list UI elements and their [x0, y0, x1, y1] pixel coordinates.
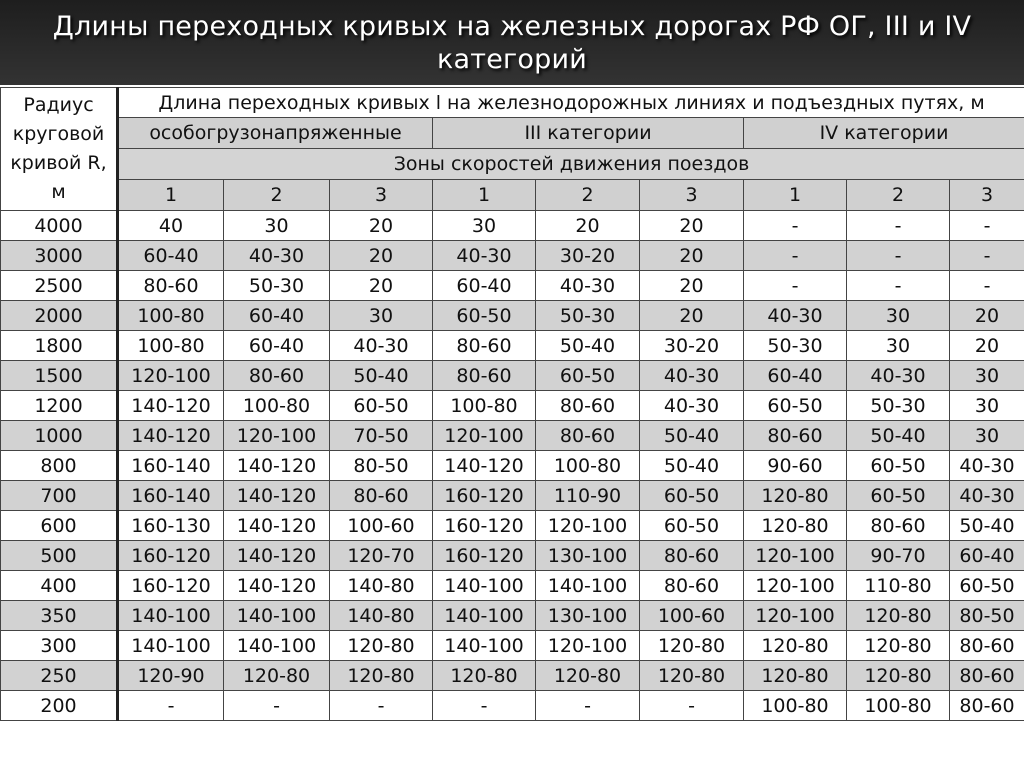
length-cell: 140-120 [224, 481, 330, 511]
length-cell: 120-80 [330, 661, 433, 691]
length-cell: 80-60 [950, 631, 1024, 661]
length-cell: 140-100 [536, 571, 640, 601]
length-cell: 80-50 [950, 601, 1024, 631]
length-cell: 140-120 [118, 421, 224, 451]
length-cell: 130-100 [536, 541, 640, 571]
length-cell: 80-60 [847, 511, 950, 541]
length-cell: 160-120 [433, 511, 536, 541]
length-cell: 20 [330, 271, 433, 301]
radius-cell: 1500 [1, 361, 118, 391]
length-cell: 20 [640, 211, 744, 241]
length-cell: 140-100 [433, 601, 536, 631]
length-cell: 120-100 [536, 631, 640, 661]
length-cell: 60-40 [118, 241, 224, 271]
length-cell: 40-30 [640, 391, 744, 421]
length-cell: 80-60 [950, 661, 1024, 691]
length-cell: 40-30 [847, 361, 950, 391]
radius-cell: 800 [1, 451, 118, 481]
length-cell: 160-120 [118, 571, 224, 601]
length-cell: 20 [950, 331, 1024, 361]
zone-number: 1 [118, 180, 224, 211]
length-cell: 140-100 [433, 571, 536, 601]
length-cell: 120-80 [640, 661, 744, 691]
radius-cell: 1800 [1, 331, 118, 361]
table-row [1, 421, 1024, 451]
length-cell: 120-80 [744, 631, 847, 661]
length-cell: 160-140 [118, 481, 224, 511]
length-cell: 120-80 [847, 601, 950, 631]
length-cell: 70-50 [330, 421, 433, 451]
length-cell: 140-120 [224, 451, 330, 481]
length-cell: - [744, 271, 847, 301]
length-cell: 80-50 [330, 451, 433, 481]
table-row [1, 301, 1024, 331]
radius-cell: 1200 [1, 391, 118, 421]
length-cell: 100-80 [847, 691, 950, 721]
length-cell: 90-60 [744, 451, 847, 481]
length-cell: 120-80 [847, 631, 950, 661]
length-cell: 30 [847, 331, 950, 361]
length-cell: 50-40 [536, 331, 640, 361]
radius-cell: 2500 [1, 271, 118, 301]
length-cell: 20 [330, 241, 433, 271]
length-cell: 40-30 [640, 361, 744, 391]
length-cell: 120-100 [118, 361, 224, 391]
length-cell: 120-70 [330, 541, 433, 571]
length-cell: 140-100 [224, 601, 330, 631]
length-cell: 140-100 [224, 631, 330, 661]
length-cell: - [330, 691, 433, 721]
zone-number: 1 [433, 180, 536, 211]
radius-cell: 2000 [1, 301, 118, 331]
zone-number: 3 [950, 180, 1024, 211]
length-cell: 100-80 [118, 301, 224, 331]
table-row [1, 661, 1024, 691]
length-cell: 140-120 [224, 571, 330, 601]
length-cell: 80-60 [433, 361, 536, 391]
length-cell: 80-60 [950, 691, 1024, 721]
table-row [1, 511, 1024, 541]
length-cell: 120-80 [847, 661, 950, 691]
length-cell: 40-30 [744, 301, 847, 331]
length-cell: 60-50 [744, 391, 847, 421]
length-cell: 40-30 [224, 241, 330, 271]
radius-cell: 1000 [1, 421, 118, 451]
length-cell: 50-30 [744, 331, 847, 361]
length-header: Длина переходных кривых l на железнодорожных линиях и подъездных путях, м [118, 88, 1024, 118]
length-cell: - [744, 211, 847, 241]
length-cell: 100-80 [536, 451, 640, 481]
table-row [1, 391, 1024, 421]
length-cell: 80-60 [330, 481, 433, 511]
length-cell: - [744, 241, 847, 271]
length-cell: 140-100 [118, 601, 224, 631]
length-cell: 50-30 [847, 391, 950, 421]
radius-cell: 350 [1, 601, 118, 631]
length-cell: 30 [330, 301, 433, 331]
length-cell: 140-80 [330, 571, 433, 601]
length-cell: 110-80 [847, 571, 950, 601]
length-cell: 50-40 [950, 511, 1024, 541]
length-cell: 20 [330, 211, 433, 241]
length-cell: - [847, 271, 950, 301]
length-cell: - [950, 211, 1024, 241]
length-cell: 120-100 [433, 421, 536, 451]
length-cell: 160-120 [118, 541, 224, 571]
table-row [1, 571, 1024, 601]
length-cell: 90-70 [847, 541, 950, 571]
table-row [1, 451, 1024, 481]
zone-number: 2 [224, 180, 330, 211]
length-cell: 50-40 [330, 361, 433, 391]
length-cell: 140-120 [224, 541, 330, 571]
table-row [1, 601, 1024, 631]
category-iii: III категории [433, 118, 744, 149]
category-heavy-traffic: особогрузонапряженные [118, 118, 433, 149]
length-cell: 40-30 [433, 241, 536, 271]
table-row [1, 631, 1024, 661]
zone-number: 3 [330, 180, 433, 211]
length-cell: 80-60 [536, 391, 640, 421]
length-cell: 50-30 [224, 271, 330, 301]
length-cell: 120-100 [744, 541, 847, 571]
length-cell: 120-100 [224, 421, 330, 451]
table-row [1, 211, 1024, 241]
category-iv: IV категории [744, 118, 1024, 149]
length-cell: 20 [640, 301, 744, 331]
length-cell: 60-50 [433, 301, 536, 331]
length-cell: 100-80 [118, 331, 224, 361]
length-cell: 80-60 [433, 331, 536, 361]
length-cell: 140-120 [118, 391, 224, 421]
length-cell: 80-60 [744, 421, 847, 451]
length-cell: 120-80 [640, 631, 744, 661]
radius-cell: 200 [1, 691, 118, 721]
length-cell: 60-50 [640, 511, 744, 541]
radius-cell: 600 [1, 511, 118, 541]
length-cell: 140-100 [433, 631, 536, 661]
length-cell: 30 [950, 361, 1024, 391]
radius-cell: 250 [1, 661, 118, 691]
page-title: Длины переходных кривых на железных дорогах РФ ОГ, III и IV категорий [52, 10, 972, 75]
length-cell: 60-50 [950, 571, 1024, 601]
table-row [1, 271, 1024, 301]
speed-zones-header: Зоны скоростей движения поездов [118, 149, 1024, 180]
length-cell: 60-50 [847, 451, 950, 481]
length-cell: 140-120 [433, 451, 536, 481]
length-cell: 20 [950, 301, 1024, 331]
length-cell: 80-60 [224, 361, 330, 391]
length-cell: 50-30 [536, 301, 640, 331]
table-body [1, 211, 1024, 721]
length-cell: - [950, 271, 1024, 301]
length-cell: 30 [950, 391, 1024, 421]
length-cell: 120-80 [330, 631, 433, 661]
length-cell: 30-20 [640, 331, 744, 361]
length-cell: 120-100 [744, 571, 847, 601]
length-cell: - [847, 241, 950, 271]
length-cell: 20 [640, 241, 744, 271]
length-cell: - [433, 691, 536, 721]
length-cell: 80-60 [118, 271, 224, 301]
length-cell: - [118, 691, 224, 721]
length-cell: 120-80 [744, 511, 847, 541]
length-cell: 80-60 [640, 541, 744, 571]
radius-cell: 300 [1, 631, 118, 661]
transition-curves-table [0, 87, 1024, 721]
radius-cell: 700 [1, 481, 118, 511]
length-cell: 50-40 [640, 421, 744, 451]
length-cell: 100-80 [433, 391, 536, 421]
length-cell: 120-80 [536, 661, 640, 691]
length-cell: 110-90 [536, 481, 640, 511]
length-cell: - [950, 241, 1024, 271]
length-cell: 60-50 [536, 361, 640, 391]
length-cell: 60-40 [224, 301, 330, 331]
length-cell: 40-30 [330, 331, 433, 361]
length-cell: 60-50 [640, 481, 744, 511]
length-cell: 140-120 [224, 511, 330, 541]
length-cell: - [536, 691, 640, 721]
length-cell: 100-60 [640, 601, 744, 631]
length-cell: 20 [640, 271, 744, 301]
length-cell: 60-50 [847, 481, 950, 511]
length-cell: 30 [433, 211, 536, 241]
length-cell: 40-30 [950, 451, 1024, 481]
length-cell: 120-80 [744, 481, 847, 511]
length-cell: 80-60 [536, 421, 640, 451]
zone-number: 2 [536, 180, 640, 211]
length-cell: - [640, 691, 744, 721]
zone-number: 2 [847, 180, 950, 211]
length-cell: 30 [224, 211, 330, 241]
length-cell: 100-60 [330, 511, 433, 541]
length-cell: - [224, 691, 330, 721]
title-bar [0, 0, 1024, 85]
length-cell: 160-120 [433, 541, 536, 571]
length-cell: 30 [847, 301, 950, 331]
radius-column-header: Радиус круговой кривой R, м [1, 88, 118, 211]
length-cell: 30 [950, 421, 1024, 451]
radius-cell: 500 [1, 541, 118, 571]
length-cell: 160-130 [118, 511, 224, 541]
length-cell: 60-40 [433, 271, 536, 301]
length-cell: 40-30 [536, 271, 640, 301]
radius-cell: 3000 [1, 241, 118, 271]
length-cell: - [847, 211, 950, 241]
length-cell: 140-80 [330, 601, 433, 631]
length-cell: 50-40 [847, 421, 950, 451]
length-cell: 50-40 [640, 451, 744, 481]
length-cell: 140-100 [118, 631, 224, 661]
length-cell: 120-90 [118, 661, 224, 691]
length-cell: 120-100 [744, 601, 847, 631]
zone-number: 1 [744, 180, 847, 211]
length-cell: 120-80 [433, 661, 536, 691]
length-cell: 40-30 [950, 481, 1024, 511]
length-cell: 60-40 [224, 331, 330, 361]
length-cell: 160-140 [118, 451, 224, 481]
table-row [1, 691, 1024, 721]
radius-cell: 400 [1, 571, 118, 601]
length-cell: 120-100 [536, 511, 640, 541]
length-cell: 40 [118, 211, 224, 241]
length-cell: 60-40 [950, 541, 1024, 571]
length-cell: 80-60 [640, 571, 744, 601]
table-row [1, 541, 1024, 571]
length-cell: 130-100 [536, 601, 640, 631]
table-row [1, 481, 1024, 511]
length-cell: 100-80 [224, 391, 330, 421]
length-cell: 160-120 [433, 481, 536, 511]
radius-cell: 4000 [1, 211, 118, 241]
length-cell: 120-80 [744, 661, 847, 691]
length-cell: 100-80 [744, 691, 847, 721]
length-cell: 30-20 [536, 241, 640, 271]
table-row [1, 361, 1024, 391]
zone-number: 3 [640, 180, 744, 211]
length-cell: 60-40 [744, 361, 847, 391]
length-cell: 120-80 [224, 661, 330, 691]
length-cell: 20 [536, 211, 640, 241]
table-row [1, 331, 1024, 361]
table-row [1, 241, 1024, 271]
length-cell: 60-50 [330, 391, 433, 421]
